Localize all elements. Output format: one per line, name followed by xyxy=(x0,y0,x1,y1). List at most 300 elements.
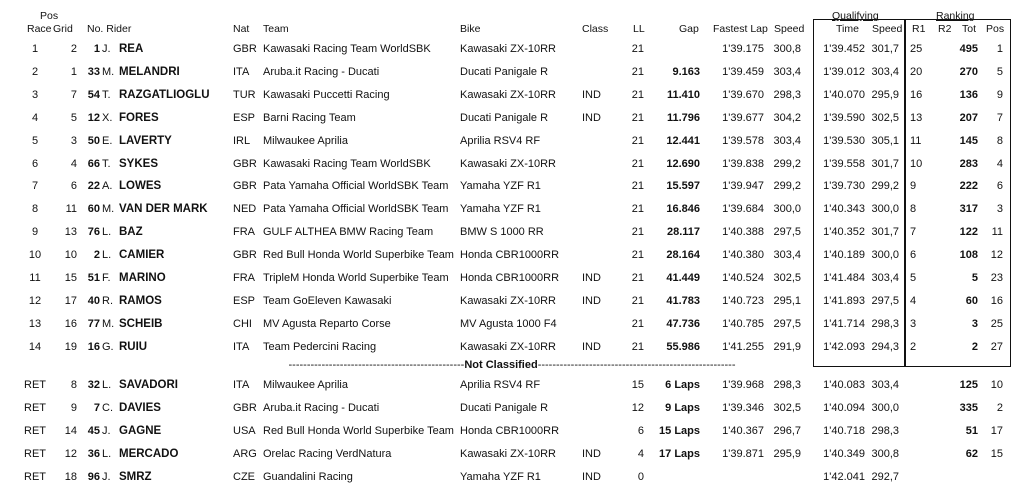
cell-ll: 21 xyxy=(631,226,644,239)
cell-rider-name: RUIU xyxy=(119,340,148,353)
header-q-speed: Speed xyxy=(872,23,903,35)
cell-number: 76 xyxy=(87,226,100,239)
cell-team: Aruba.it Racing - Ducati xyxy=(263,401,380,414)
cell-r1: 25 xyxy=(910,43,923,55)
cell-q-speed: 302,5 xyxy=(871,111,899,124)
cell-q-speed: 292,7 xyxy=(871,470,899,483)
cell-q-speed: 300,0 xyxy=(871,401,899,414)
cell-team: Pata Yamaha Official WorldSBK Team xyxy=(263,180,449,193)
cell-fastest-lap: 1'39.947 xyxy=(722,180,764,193)
cell-number: 60 xyxy=(87,203,100,216)
cell-q-time: 1'39.012 xyxy=(823,65,865,78)
cell-bike: Ducati Panigale R xyxy=(460,111,549,124)
cell-bike: Kawasaki ZX-10RR xyxy=(460,43,556,55)
cell-team: Kawasaki Racing Team WorldSBK xyxy=(263,43,431,55)
cell-gap: 55.986 xyxy=(666,340,700,353)
table-row xyxy=(0,221,1024,243)
cell-r1: 5 xyxy=(910,272,917,284)
cell-rank-pos: 9 xyxy=(996,88,1003,101)
cell-gap: 9 Laps xyxy=(665,401,700,414)
cell-tot: 317 xyxy=(959,203,978,216)
cell-class: IND xyxy=(582,340,601,353)
cell-fastest-lap: 1'39.838 xyxy=(722,157,764,170)
cell-rider-name: MELANDRI xyxy=(119,65,180,78)
cell-q-time: 1'41.893 xyxy=(823,294,865,307)
cell-initial: M. xyxy=(102,203,115,216)
cell-q-speed: 299,2 xyxy=(871,180,899,193)
cell-rider-name: GAGNE xyxy=(119,424,162,437)
cell-initial: T. xyxy=(102,157,111,170)
cell-q-speed: 303,4 xyxy=(871,65,899,78)
table-row xyxy=(0,175,1024,197)
cell-grid: 14 xyxy=(64,424,77,437)
cell-gap: 15 Laps xyxy=(659,424,700,437)
header-race: Race xyxy=(27,23,52,35)
table-row xyxy=(0,107,1024,129)
cell-q-time: 1'40.070 xyxy=(823,88,865,101)
cell-q-time: 1'40.094 xyxy=(823,401,865,414)
header-fastest-lap: Fastest Lap xyxy=(713,23,768,35)
separator-label: Not Classified xyxy=(464,359,538,371)
cell-rider-name: MARINO xyxy=(119,272,166,284)
cell-team: Team GoEleven Kawasaki xyxy=(263,294,392,307)
cell-q-time: 1'39.558 xyxy=(823,157,865,170)
cell-race-pos: RET xyxy=(24,470,46,483)
cell-initial: G. xyxy=(102,340,114,353)
cell-rider-name: DAVIES xyxy=(119,401,161,414)
cell-bike: Kawasaki ZX-10RR xyxy=(460,157,556,170)
cell-race-pos: 2 xyxy=(31,65,39,78)
cell-rider-name: LOWES xyxy=(119,180,162,193)
cell-bike: Honda CBR1000RR xyxy=(460,272,560,284)
cell-bike: Honda CBR1000RR xyxy=(460,424,560,437)
cell-initial: C. xyxy=(102,401,113,414)
cell-initial: J. xyxy=(102,424,111,437)
cell-tot: 270 xyxy=(959,65,978,78)
cell-initial: X. xyxy=(102,111,113,124)
cell-rank-pos: 3 xyxy=(996,203,1003,216)
cell-grid: 11 xyxy=(65,203,77,216)
cell-q-time: 1'39.530 xyxy=(823,134,865,147)
cell-q-time: 1'42.093 xyxy=(823,340,865,353)
cell-rider-name: LAVERTY xyxy=(119,134,172,147)
cell-initial: M. xyxy=(102,65,115,78)
cell-initial: L. xyxy=(102,447,112,460)
cell-bike: Aprilia RSV4 RF xyxy=(460,379,541,391)
cell-initial: E. xyxy=(102,134,113,147)
cell-bike: Kawasaki ZX-10RR xyxy=(460,340,556,353)
cell-bike: Honda CBR1000RR xyxy=(460,249,560,262)
cell-q-speed: 298,3 xyxy=(871,424,899,437)
cell-tot: 122 xyxy=(959,226,978,239)
cell-rank-pos: 11 xyxy=(991,226,1003,239)
table-row xyxy=(0,397,1024,419)
cell-nat: GBR xyxy=(233,401,257,414)
cell-fastest-lap: 1'39.459 xyxy=(722,65,764,78)
cell-q-speed: 300,0 xyxy=(871,203,899,216)
cell-grid: 2 xyxy=(70,43,77,55)
header-pos: Pos xyxy=(40,10,59,22)
cell-class: IND xyxy=(582,447,601,460)
cell-tot: 283 xyxy=(959,157,978,170)
cell-q-time: 1'40.343 xyxy=(823,203,865,216)
cell-q-speed: 301,7 xyxy=(871,226,899,239)
cell-initial: A. xyxy=(102,180,113,193)
table-row xyxy=(0,420,1024,442)
cell-bike: BMW S 1000 RR xyxy=(460,226,544,239)
cell-r1: 13 xyxy=(910,111,923,124)
cell-ll: 21 xyxy=(631,203,644,216)
cell-race-pos: RET xyxy=(24,401,46,414)
cell-rank-pos: 6 xyxy=(996,180,1003,193)
cell-ll: 6 xyxy=(637,424,644,437)
header-ll: LL xyxy=(633,23,645,35)
cell-race-pos: 10 xyxy=(28,249,42,262)
cell-rider-name: SYKES xyxy=(119,157,158,170)
cell-grid: 12 xyxy=(64,447,77,460)
cell-class: IND xyxy=(582,111,601,124)
cell-q-speed: 295,9 xyxy=(871,88,899,101)
cell-speed: 303,4 xyxy=(773,134,801,147)
cell-nat: ITA xyxy=(233,65,250,78)
cell-bike: Ducati Panigale R xyxy=(460,401,549,414)
cell-gap: 28.117 xyxy=(666,226,700,239)
cell-rank-pos: 25 xyxy=(990,317,1003,330)
cell-gap: 41.449 xyxy=(666,272,700,284)
table-row xyxy=(0,61,1024,83)
cell-gap: 16.846 xyxy=(666,203,700,216)
header-bike: Bike xyxy=(460,23,481,35)
cell-tot: 2 xyxy=(971,340,978,353)
cell-number: 12 xyxy=(87,111,100,124)
cell-r1: 2 xyxy=(910,340,917,353)
cell-fastest-lap: 1'40.380 xyxy=(722,249,764,262)
cell-q-time: 1'41.714 xyxy=(823,317,865,330)
table-row xyxy=(0,466,1024,488)
cell-grid: 6 xyxy=(70,180,77,193)
cell-speed: 291,9 xyxy=(773,340,801,353)
cell-ll: 21 xyxy=(631,317,644,330)
cell-number: 51 xyxy=(87,272,100,284)
cell-race-pos: 14 xyxy=(28,340,42,353)
table-row xyxy=(0,84,1024,106)
cell-q-speed: 303,4 xyxy=(871,272,899,284)
cell-nat: ESP xyxy=(233,111,256,124)
cell-nat: FRA xyxy=(233,272,255,284)
header-q-time: Time xyxy=(836,23,859,35)
cell-class: IND xyxy=(582,470,601,483)
cell-speed: 304,2 xyxy=(773,111,801,124)
cell-q-speed: 297,5 xyxy=(871,294,899,307)
cell-speed: 303,4 xyxy=(773,65,801,78)
cell-rank-pos: 5 xyxy=(996,65,1003,78)
cell-ll: 21 xyxy=(631,272,644,284)
cell-bike: Kawasaki ZX-10RR xyxy=(460,88,556,101)
cell-grid: 4 xyxy=(70,157,77,170)
cell-q-speed: 301,7 xyxy=(871,157,899,170)
cell-gap: 12.690 xyxy=(666,157,700,170)
cell-team: Guandalini Racing xyxy=(263,470,353,483)
separator-left-dashes: ------------------------------------------------ xyxy=(288,359,465,371)
table-row xyxy=(0,313,1024,335)
cell-bike: Yamaha YZF R1 xyxy=(460,203,541,216)
cell-fastest-lap: 1'40.785 xyxy=(722,317,764,330)
cell-speed: 300,0 xyxy=(773,203,801,216)
cell-race-pos: 12 xyxy=(28,294,42,307)
cell-class: IND xyxy=(582,294,601,307)
cell-team: Aruba.it Racing - Ducati xyxy=(263,65,380,78)
cell-grid: 8 xyxy=(70,379,77,391)
cell-speed: 297,5 xyxy=(773,226,801,239)
cell-number: 1 xyxy=(93,43,100,55)
table-row xyxy=(0,290,1024,312)
cell-q-speed: 294,3 xyxy=(871,340,899,353)
cell-ll: 21 xyxy=(631,180,644,193)
cell-q-time: 1'40.718 xyxy=(823,424,865,437)
cell-number: 45 xyxy=(87,424,100,437)
cell-rank-pos: 7 xyxy=(996,111,1003,124)
cell-initial: J. xyxy=(102,470,111,483)
cell-initial: R. xyxy=(102,294,113,307)
cell-gap: 11.796 xyxy=(666,111,700,124)
cell-bike: Kawasaki ZX-10RR xyxy=(460,447,556,460)
cell-team: Kawasaki Racing Team WorldSBK xyxy=(263,157,431,170)
cell-rider-name: BAZ xyxy=(119,226,143,239)
cell-fastest-lap: 1'39.175 xyxy=(722,43,764,55)
cell-q-speed: 300,8 xyxy=(871,447,899,460)
cell-rider-name: SMRZ xyxy=(119,470,152,483)
header-class: Class xyxy=(582,23,609,35)
cell-number: 66 xyxy=(87,157,100,170)
cell-tot: 335 xyxy=(959,401,978,414)
cell-grid: 5 xyxy=(70,111,77,124)
cell-grid: 16 xyxy=(64,317,77,330)
cell-q-speed: 305,1 xyxy=(871,134,899,147)
table-row xyxy=(0,374,1024,396)
cell-rank-pos: 8 xyxy=(996,134,1003,147)
cell-r1: 11 xyxy=(910,134,922,147)
cell-bike: Ducati Panigale R xyxy=(460,65,549,78)
cell-race-pos: 4 xyxy=(31,111,39,124)
cell-q-speed: 303,4 xyxy=(871,379,899,391)
cell-bike: Yamaha YZF R1 xyxy=(460,470,541,483)
cell-r1: 8 xyxy=(910,203,917,216)
cell-race-pos: 6 xyxy=(31,157,39,170)
cell-tot: 136 xyxy=(959,88,978,101)
cell-tot: 3 xyxy=(971,317,978,330)
cell-rank-pos: 10 xyxy=(990,379,1003,391)
table-row xyxy=(0,198,1024,220)
cell-ll: 0 xyxy=(637,470,644,483)
header-r2: R2 xyxy=(938,23,952,35)
cell-number: 7 xyxy=(93,401,100,414)
cell-r1: 9 xyxy=(910,180,917,193)
cell-fastest-lap: 1'40.524 xyxy=(722,272,764,284)
cell-ll: 21 xyxy=(631,88,644,101)
cell-q-time: 1'40.083 xyxy=(823,379,865,391)
cell-q-time: 1'40.349 xyxy=(823,447,865,460)
cell-team: Orelac Racing VerdNatura xyxy=(263,447,392,460)
cell-speed: 303,4 xyxy=(773,249,801,262)
cell-gap: 15.597 xyxy=(666,180,700,193)
cell-team: MV Agusta Reparto Corse xyxy=(263,317,391,330)
cell-fastest-lap: 1'40.388 xyxy=(722,226,764,239)
cell-speed: 295,1 xyxy=(773,294,801,307)
cell-initial: M. xyxy=(102,317,115,330)
header-ranking: Ranking xyxy=(936,10,975,22)
cell-fastest-lap: 1'41.255 xyxy=(722,340,764,353)
cell-r1: 16 xyxy=(910,88,923,101)
cell-fastest-lap: 1'40.723 xyxy=(722,294,764,307)
cell-race-pos: 3 xyxy=(31,88,39,101)
cell-number: 50 xyxy=(87,134,100,147)
cell-fastest-lap: 1'39.346 xyxy=(722,401,764,414)
cell-initial: T. xyxy=(102,88,111,101)
cell-rank-pos: 4 xyxy=(996,157,1003,170)
cell-ll: 21 xyxy=(631,43,644,55)
cell-initial: J. xyxy=(102,43,111,55)
cell-race-pos: RET xyxy=(24,447,46,460)
cell-fastest-lap: 1'40.367 xyxy=(722,424,764,437)
header-grid: Grid xyxy=(53,23,73,35)
cell-ll: 21 xyxy=(631,157,644,170)
cell-gap: 6 Laps xyxy=(665,379,700,391)
cell-nat: GBR xyxy=(233,180,257,193)
cell-q-speed: 300,0 xyxy=(871,249,899,262)
cell-team: Red Bull Honda World Superbike Team xyxy=(263,249,454,262)
header-rpos: Pos xyxy=(986,23,1005,35)
cell-speed: 299,2 xyxy=(773,180,801,193)
cell-nat: ITA xyxy=(233,340,250,353)
cell-team: TripleM Honda World Superbike Team xyxy=(263,272,449,284)
header-qualifying: Qualifying xyxy=(832,10,879,22)
cell-q-speed: 298,3 xyxy=(871,317,899,330)
cell-rank-pos: 16 xyxy=(990,294,1003,307)
cell-nat: NED xyxy=(233,203,257,216)
cell-q-time: 1'39.452 xyxy=(823,43,865,55)
not-classified-separator xyxy=(0,356,1024,374)
cell-nat: ARG xyxy=(233,447,257,460)
cell-initial: F. xyxy=(102,272,111,284)
header-team: Team xyxy=(263,23,289,35)
cell-fastest-lap: 1'39.578 xyxy=(722,134,764,147)
cell-rider-name: SCHEIB xyxy=(119,317,163,330)
cell-ll: 21 xyxy=(631,134,644,147)
cell-fastest-lap: 1'39.670 xyxy=(722,88,764,101)
cell-nat: GBR xyxy=(233,249,257,262)
cell-rider-name: MERCADO xyxy=(119,447,179,460)
cell-q-time: 1'39.590 xyxy=(823,111,865,124)
cell-speed: 302,5 xyxy=(773,401,801,414)
cell-team: Pata Yamaha Official WorldSBK Team xyxy=(263,203,449,216)
cell-ll: 4 xyxy=(637,447,644,460)
cell-bike: Aprilia RSV4 RF xyxy=(460,134,541,147)
cell-ll: 21 xyxy=(631,111,644,124)
cell-race-pos: 11 xyxy=(29,272,41,284)
cell-q-time: 1'41.484 xyxy=(823,272,865,284)
header-gap: Gap xyxy=(679,23,699,35)
cell-team: Red Bull Honda World Superbike Team xyxy=(263,424,454,437)
cell-number: 40 xyxy=(87,294,100,307)
cell-ll: 15 xyxy=(631,379,644,391)
cell-rank-pos: 12 xyxy=(990,249,1003,262)
table-row xyxy=(0,130,1024,152)
cell-race-pos: 9 xyxy=(31,226,39,239)
cell-number: 77 xyxy=(87,317,100,330)
header-r1: R1 xyxy=(912,23,926,35)
cell-team: Milwaukee Aprilia xyxy=(263,379,348,391)
cell-fastest-lap: 1'39.871 xyxy=(722,447,764,460)
cell-number: 22 xyxy=(87,180,100,193)
cell-team: Barni Racing Team xyxy=(263,111,356,124)
cell-q-time: 1'42.041 xyxy=(823,470,865,483)
cell-ll: 21 xyxy=(631,65,644,78)
cell-bike: Kawasaki ZX-10RR xyxy=(460,294,556,307)
cell-grid: 7 xyxy=(70,88,77,101)
cell-bike: Yamaha YZF R1 xyxy=(460,180,541,193)
cell-fastest-lap: 1'39.968 xyxy=(722,379,764,391)
cell-grid: 19 xyxy=(64,340,77,353)
cell-q-time: 1'39.730 xyxy=(823,180,865,193)
cell-rank-pos: 1 xyxy=(996,43,1003,55)
cell-rider-name: VAN DER MARK xyxy=(119,203,208,216)
cell-race-pos: RET xyxy=(24,379,46,391)
cell-number: 96 xyxy=(87,470,100,483)
cell-number: 54 xyxy=(87,88,100,101)
cell-speed: 295,9 xyxy=(773,447,801,460)
cell-r1: 7 xyxy=(910,226,917,239)
cell-q-time: 1'40.189 xyxy=(823,249,865,262)
cell-rider-name: CAMIER xyxy=(119,249,165,262)
cell-grid: 15 xyxy=(64,272,77,284)
table-row xyxy=(0,443,1024,465)
cell-grid: 9 xyxy=(70,401,77,414)
cell-rank-pos: 23 xyxy=(990,272,1003,284)
cell-race-pos: 5 xyxy=(31,134,39,147)
cell-gap: 47.736 xyxy=(666,317,700,330)
cell-r1: 4 xyxy=(910,294,917,307)
cell-tot: 145 xyxy=(959,134,978,147)
cell-nat: FRA xyxy=(233,226,255,239)
cell-r1: 3 xyxy=(910,317,917,330)
cell-nat: CHI xyxy=(233,317,252,330)
cell-initial: L. xyxy=(102,249,112,262)
cell-team: Team Pedercini Racing xyxy=(263,340,377,353)
cell-grid: 18 xyxy=(64,470,77,483)
cell-rider-name: RAZGATLIOGLU xyxy=(119,88,210,101)
cell-bike: MV Agusta 1000 F4 xyxy=(460,317,557,330)
cell-ll: 21 xyxy=(631,340,644,353)
cell-rider-name: SAVADORI xyxy=(119,379,178,391)
cell-race-pos: 13 xyxy=(28,317,42,330)
cell-rank-pos: 17 xyxy=(990,424,1003,437)
cell-rider-name: REA xyxy=(119,43,144,55)
cell-rank-pos: 2 xyxy=(996,401,1003,414)
cell-gap: 41.783 xyxy=(666,294,700,307)
cell-race-pos: 1 xyxy=(31,43,39,55)
cell-q-time: 1'40.352 xyxy=(823,226,865,239)
cell-ll: 21 xyxy=(631,249,644,262)
cell-nat: IRL xyxy=(233,134,251,147)
cell-race-pos: 7 xyxy=(31,180,39,193)
cell-team: GULF ALTHEA BMW Racing Team xyxy=(263,226,434,239)
cell-number: 33 xyxy=(87,65,100,78)
table-row xyxy=(0,244,1024,266)
cell-speed: 298,3 xyxy=(773,88,801,101)
cell-fastest-lap: 1'39.677 xyxy=(722,111,764,124)
cell-speed: 299,2 xyxy=(773,157,801,170)
header-no-rider: No. Rider xyxy=(87,23,132,35)
